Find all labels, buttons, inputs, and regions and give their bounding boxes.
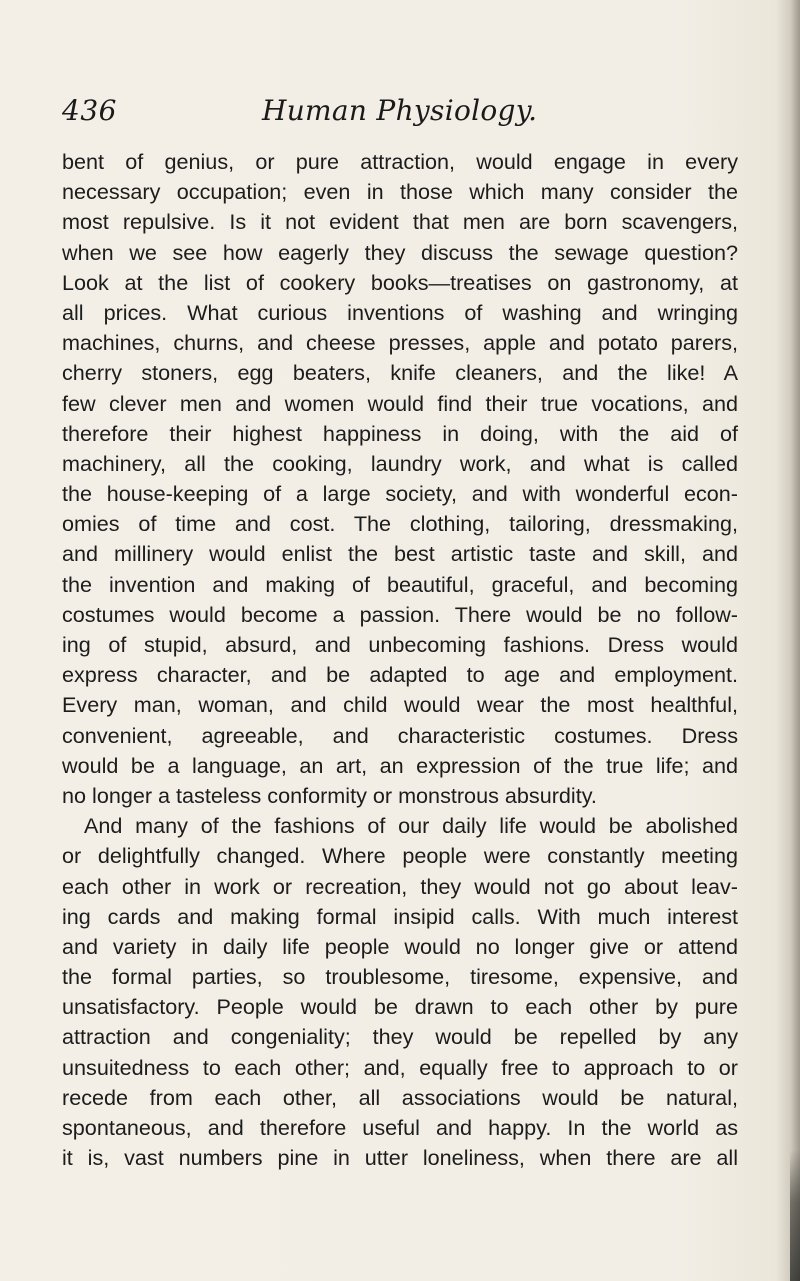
text-line: unsatisfactory. People would be drawn to each other by pure xyxy=(62,994,738,1020)
text-line: and variety in daily life people would no longer give or attend xyxy=(62,933,738,959)
text-line: unsuitedness to each other; and, equally free to approach to or xyxy=(62,1054,738,1080)
text-line: therefore their highest happiness in doing, with the aid of xyxy=(62,420,738,446)
page-edge-shadow xyxy=(776,0,800,1281)
text-line: ing of stupid, absurd, and unbecoming fashions. Dress would xyxy=(62,632,738,657)
text-line: no longer a tasteless conformity or monstrous absurdity. xyxy=(62,782,597,808)
text-line: or delightfully changed. Where people were constantly meeting xyxy=(62,843,738,869)
text-line: machines, churns, and cheese presses, apple and potato parers, xyxy=(62,330,738,356)
text-line: convenient, agreeable, and characteristic costumes. Dress xyxy=(62,722,738,748)
text-line: ing cards and making formal insipid calls. With much interest xyxy=(62,903,738,929)
text-line: machinery, all the cooking, laundry work, and what is called xyxy=(62,450,738,476)
text-line: Look at the list of cookery books—treatises on gastronomy, at xyxy=(62,269,738,295)
page-edge-dark xyxy=(790,1150,800,1281)
text-line: necessary occupation; even in those which many consider the xyxy=(62,179,738,205)
text-line: the formal parties, so troublesome, tiresome, expensive, and xyxy=(62,964,738,990)
text-line: spontaneous, and therefore useful and happy. In the world as xyxy=(62,1115,738,1140)
running-title: Human Physiology. xyxy=(262,94,538,127)
text-line: And many of the fashions of our daily life would be abolished xyxy=(84,813,738,839)
text-line: and millinery would enlist the best artistic taste and skill, and xyxy=(62,541,738,567)
text-line: express character, and be adapted to age and employment. xyxy=(62,662,738,688)
text-line: each other in work or recreation, they would not go about leav- xyxy=(62,873,738,899)
running-header xyxy=(62,94,722,140)
text-line: few clever men and women would find their true vocations, and xyxy=(62,390,738,416)
text-line: most repulsive. Is it not evident that men are born scavengers, xyxy=(62,209,738,235)
page-number: 436 xyxy=(62,94,117,127)
body-text xyxy=(62,147,738,1173)
text-line: attraction and congeniality; they would be repelled by any xyxy=(62,1024,738,1050)
text-line: omies of time and cost. The clothing, tailoring, dressmaking, xyxy=(62,511,738,537)
text-line: cherry stoners, egg beaters, knife cleaners, and the like! A xyxy=(62,360,738,386)
text-line: costumes would become a passion. There would be no follow- xyxy=(62,601,738,627)
text-line: all prices. What curious inventions of washing and wringing xyxy=(62,299,738,325)
text-line: the invention and making of beautiful, graceful, and becoming xyxy=(62,571,738,597)
text-line: would be a language, an art, an expression of the true life; and xyxy=(62,752,738,778)
text-line: it is, vast numbers pine in utter loneliness, when there are all xyxy=(62,1145,738,1171)
text-line: Every man, woman, and child would wear the most healthful, xyxy=(62,692,738,718)
text-line: bent of genius, or pure attraction, would engage in every xyxy=(62,149,738,174)
text-line: recede from each other, all associations would be natural, xyxy=(62,1084,738,1110)
text-line: when we see how eagerly they discuss the sewage question? xyxy=(62,239,738,265)
text-line: the house-keeping of a large society, and with wonderful econ- xyxy=(62,481,738,507)
